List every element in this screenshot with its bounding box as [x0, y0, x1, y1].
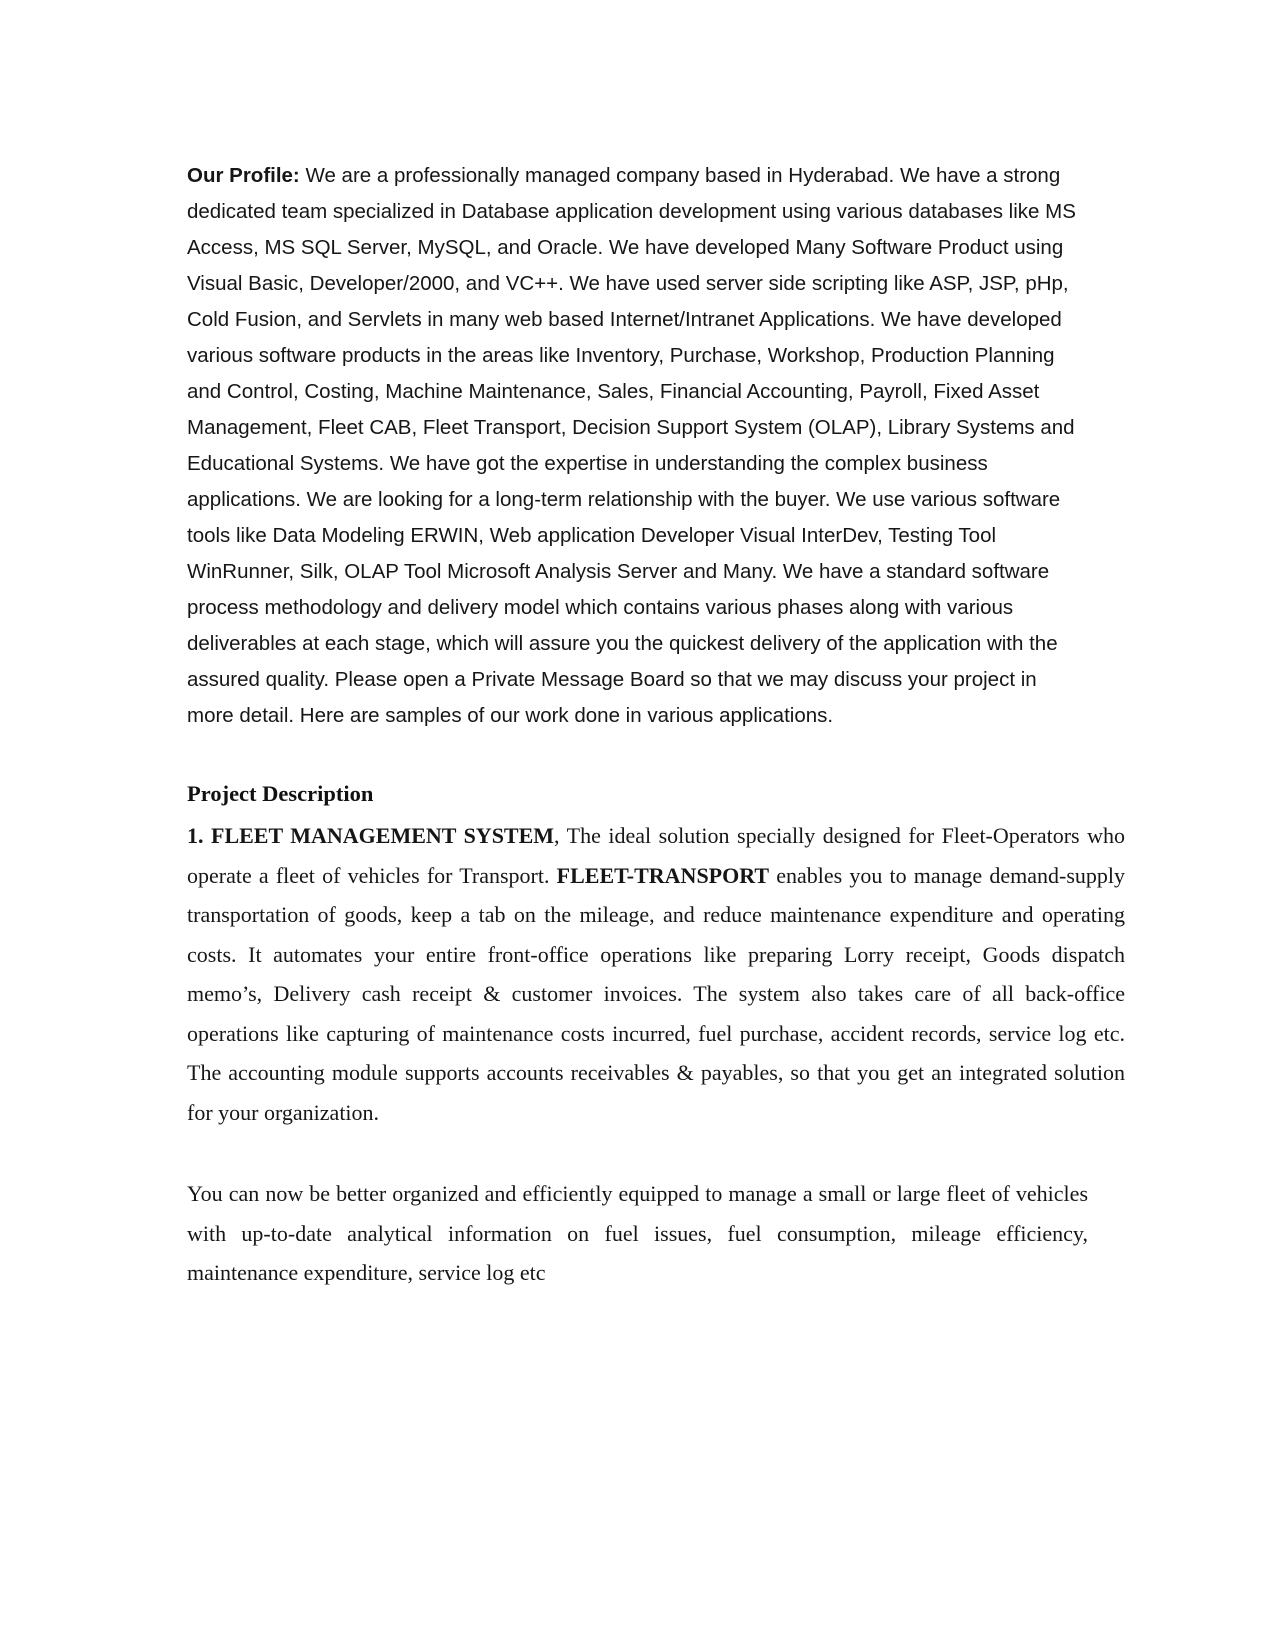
item-number: 1.	[187, 823, 204, 848]
item-title: FLEET MANAGEMENT SYSTEM	[211, 823, 555, 848]
profile-paragraph	[187, 158, 1087, 734]
item-body-text: enables you to manage demand-supply transportation of goods, keep a tab on the mileage, and reduce maintenance expenditure and operating costs. It automates your entire front-office operations like preparing Lorry receipt, Goods dispatch memo’s, Delivery cash receipt & customer invoices. The system also takes care of all back-office operations like capturing of maintenance costs incurred, fuel purchase, accident records, service log etc. The accounting module supports accounts receivables & payables, so that you get an integrated solution for your organization.	[187, 862, 1125, 1125]
product-name: FLEET-TRANSPORT	[556, 862, 770, 888]
closing-paragraph: You can now be better organized and efficiently equipped to manage a small or large fleet of vehicles with up-to-date analytical information on fuel issues, fuel consumption, mileage efficiency, maintenance expenditure, service log etc	[187, 1181, 1088, 1285]
fleet-description-paragraph	[187, 816, 1125, 1132]
item-intro-text: , The ideal solution specially designed for Fleet-Operators who operate a fleet of vehicles for Transport.	[187, 823, 1126, 888]
profile-lead: Our Profile:	[187, 164, 300, 187]
section-heading: Project Description	[187, 781, 374, 806]
profile-text: We are a professionally managed company based in Hyderabad. We have a strong dedicated team specialized in Database application development using various databases like MS Access, MS SQL Server, MySQL, and Oracle. We have developed Many Software Product using Visual Basic, Developer/2000, and VC++. We have used server side scripting like ASP, JSP, pHp, Cold Fusion, and Servlets in many web based Internet/Intranet Applications. We have developed various software products in the areas like Inventory, Purchase, Workshop, Production Planning and Control, Costing, Machine Maintenance, Sales, Financial Accounting, Payroll, Fixed Asset Management, Fleet CAB, Fleet Transport, Decision Support System (OLAP), Library Systems and Educational Systems. We have got the expertise in understanding the complex business applications. We are looking for a long-term relationship with the buyer. We use various software tools like Data Modeling ERWIN, Web application Developer Visual InterDev, Testing Tool WinRunner, Silk, OLAP Tool Microsoft Analysis Server and Many. We have a standard software process methodology and delivery model which contains various phases along with various deliverables at each stage, which will assure you the quickest delivery of the application with the assured quality. Please open a Private Message Board so that we may discuss your project in more detail. Here are samples of our work done in various applications.	[187, 164, 1076, 727]
